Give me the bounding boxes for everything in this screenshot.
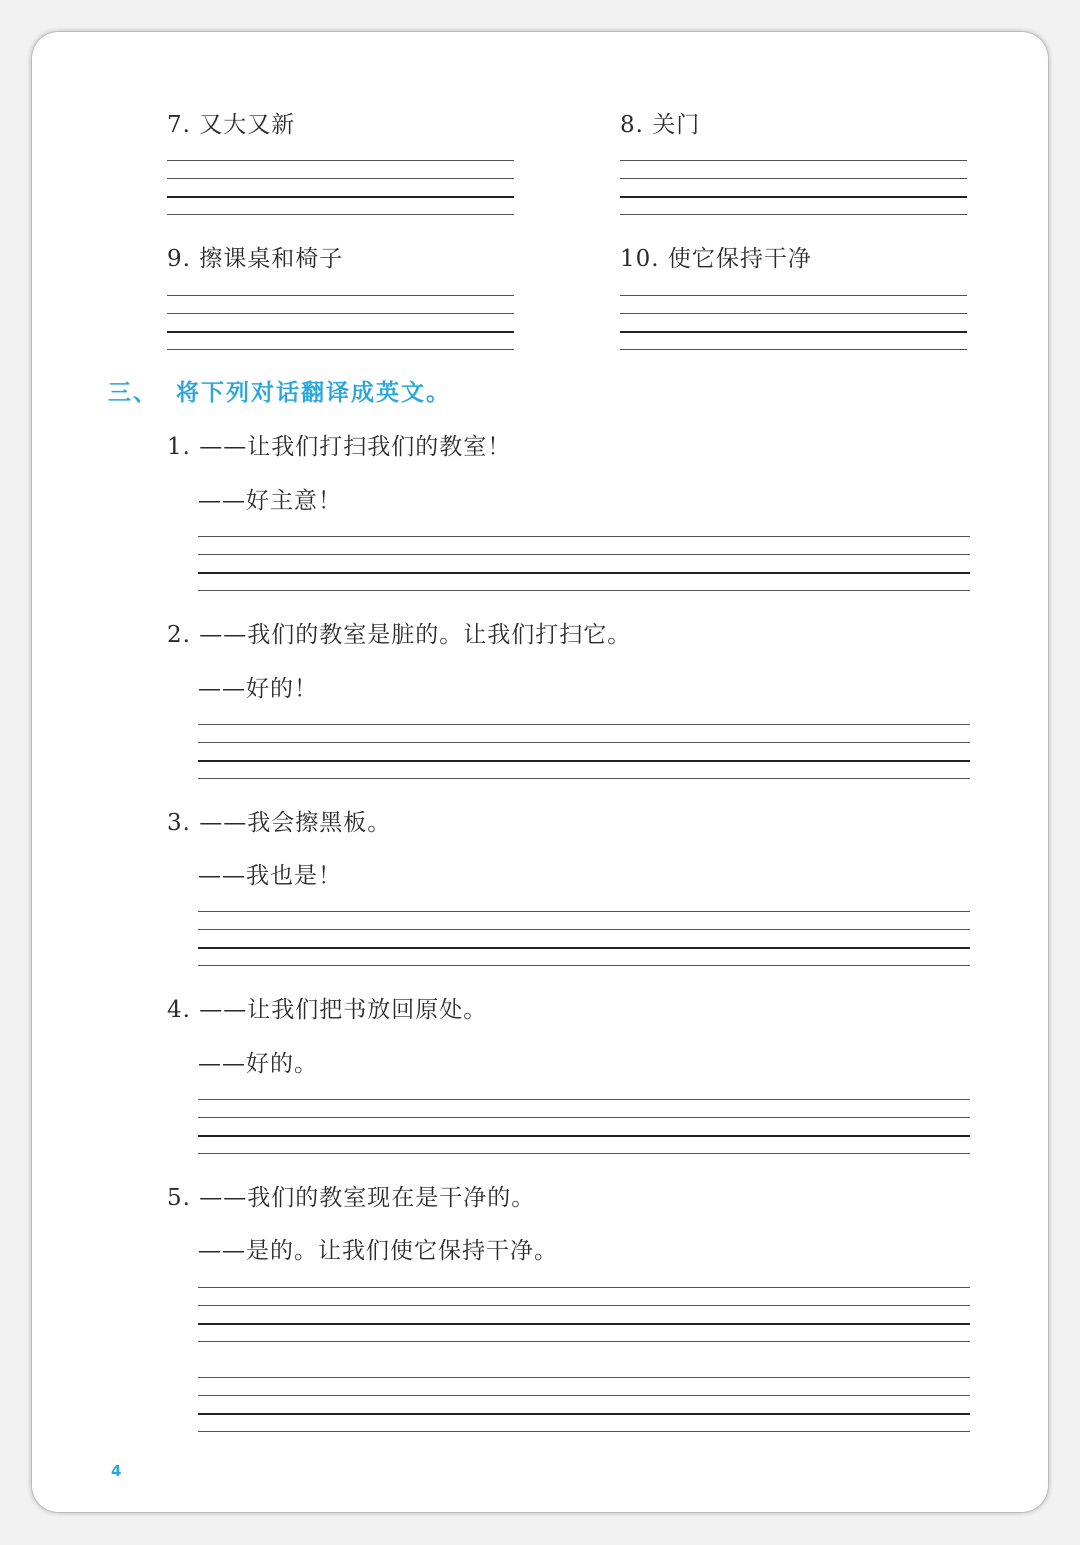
dialogue-prompt: ——我们的教室现在是干净的。 — [199, 1185, 536, 1211]
phrase-number: 9. — [167, 246, 191, 272]
dialogue-3-line-1 — [167, 804, 391, 837]
writing-line — [167, 214, 514, 215]
writing-line — [620, 313, 967, 314]
dialogue-1-line-2: ——好主意！ — [198, 488, 342, 514]
writing-line — [167, 331, 514, 333]
writing-line — [198, 1431, 970, 1432]
phrase-item-9 — [167, 240, 343, 273]
phrase-text: 擦课桌和椅子 — [199, 246, 344, 272]
dialogue-number: 3. — [167, 810, 191, 836]
writing-line — [198, 724, 970, 725]
writing-line — [198, 572, 970, 574]
dialogue-5-line-2: ——是的。让我们使它保持干净。 — [198, 1238, 558, 1264]
dialogue-prompt: ——我会擦黑板。 — [199, 810, 392, 836]
dialogue-1-line-1 — [167, 428, 511, 461]
writing-line — [198, 1395, 970, 1396]
writing-line — [167, 160, 514, 161]
writing-line — [198, 1305, 970, 1306]
writing-line — [167, 295, 514, 296]
dialogue-4-line-2: ——好的。 — [198, 1051, 318, 1077]
writing-line — [198, 929, 970, 930]
writing-line — [620, 196, 967, 198]
phrase-text: 关门 — [652, 112, 701, 138]
dialogue-number: 1. — [167, 434, 191, 460]
writing-line — [198, 742, 970, 743]
writing-line — [167, 196, 514, 198]
phrase-number: 10. — [620, 246, 660, 272]
writing-line — [620, 295, 967, 296]
writing-line — [167, 178, 514, 179]
writing-line — [198, 1413, 970, 1415]
writing-line — [198, 590, 970, 591]
writing-line — [198, 1099, 970, 1100]
writing-line — [198, 1135, 970, 1137]
writing-line — [198, 1377, 970, 1378]
writing-line — [167, 313, 514, 314]
writing-line — [198, 778, 970, 779]
writing-line — [198, 1117, 970, 1118]
page-number: 4 — [111, 1462, 122, 1480]
dialogue-5-line-1 — [167, 1179, 535, 1212]
writing-line — [198, 1323, 970, 1325]
dialogue-2-line-2: ——好的！ — [198, 676, 318, 702]
section-three-heading — [108, 374, 451, 407]
writing-line — [198, 554, 970, 555]
dialogue-prompt: ——我们的教室是脏的。让我们打扫它。 — [199, 622, 632, 648]
writing-line — [620, 178, 967, 179]
writing-line — [198, 947, 970, 949]
phrase-item-8 — [620, 106, 700, 139]
phrase-text: 使它保持干净 — [667, 246, 812, 272]
dialogue-number: 5. — [167, 1185, 191, 1211]
dialogue-number: 4. — [167, 997, 191, 1023]
writing-line — [198, 911, 970, 912]
writing-line — [198, 1287, 970, 1288]
writing-line — [198, 760, 970, 762]
phrase-number: 7. — [167, 112, 191, 138]
phrase-item-7 — [167, 106, 295, 139]
dialogue-4-line-1 — [167, 991, 487, 1024]
dialogue-3-line-2: ——我也是！ — [198, 863, 342, 889]
writing-line — [620, 331, 967, 333]
dialogue-number: 2. — [167, 622, 191, 648]
section-number: 三、 — [108, 380, 158, 406]
writing-line — [620, 160, 967, 161]
dialogue-prompt: ——让我们打扫我们的教室！ — [199, 434, 512, 460]
writing-line — [167, 349, 514, 350]
writing-line — [198, 1341, 970, 1342]
section-title: 将下列对话翻译成英文。 — [176, 380, 452, 406]
phrase-item-10 — [620, 240, 812, 273]
writing-line — [620, 349, 967, 350]
dialogue-prompt: ——让我们把书放回原处。 — [199, 997, 488, 1023]
writing-line — [198, 536, 970, 537]
phrase-text: 又大又新 — [199, 112, 296, 138]
phrase-number: 8. — [620, 112, 644, 138]
dialogue-2-line-1 — [167, 616, 631, 649]
writing-line — [620, 214, 967, 215]
writing-line — [198, 965, 970, 966]
writing-line — [198, 1153, 970, 1154]
